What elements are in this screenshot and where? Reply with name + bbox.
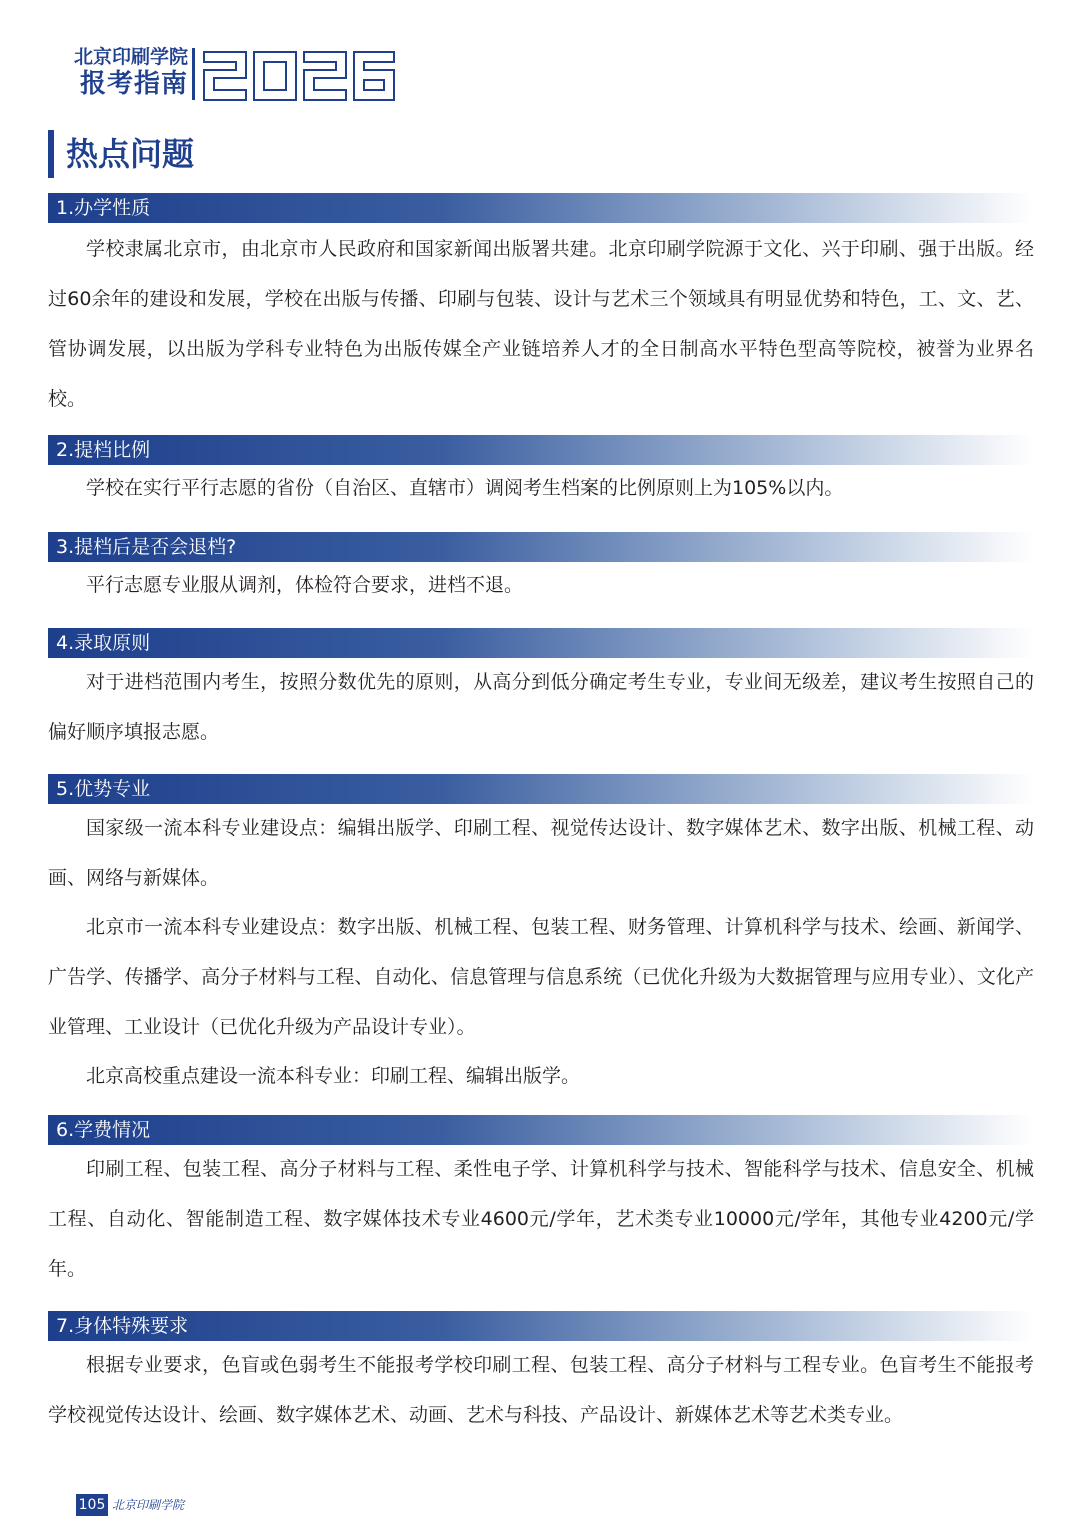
section-file-return: [48, 532, 1034, 610]
section-heading: 2.提档比例: [48, 435, 1034, 465]
section-heading: 7.身体特殊要求: [48, 1311, 1034, 1341]
section-paragraph: 学校隶属北京市，由北京市人民政府和国家新闻出版署共建。北京印刷学院源于文化、兴于印刷、强于出版。经过60余年的建设和发展，学校在出版与传播、印刷与包装、设计与艺术三个领域具有明显优势和特色，工、文、艺、管协调发展，以出版为学科专业特色为出版传媒全产业链培养人才的全日制高水平特色型高等院校，被誉为业界名校。: [48, 238, 1034, 410]
section-heading: 4.录取原则: [48, 628, 1034, 658]
page-number: 105: [76, 1494, 108, 1516]
section-heading: 5.优势专业: [48, 774, 1034, 804]
section-paragraph: 学校在实行平行志愿的省份（自治区、直辖市）调阅考生档案的比例原则上为105%以内。: [86, 477, 844, 499]
section-paragraph: 对于进档范围内考生，按照分数优先的原则，从高分到低分确定考生专业，专业间无级差，建议考生按照自己的偏好顺序填报志愿。: [48, 671, 1034, 743]
title-accent-bar: [48, 130, 54, 178]
page-title: 热点问题: [66, 135, 195, 173]
section-heading: 3.提档后是否会退档?: [48, 532, 1034, 562]
section-heading: 1.办学性质: [48, 193, 1034, 223]
section-paragraph: 根据专业要求，色盲或色弱考生不能报考学校印刷工程、包装工程、高分子材料与工程专业。色盲考生不能报考学校视觉传达设计、绘画、数字媒体艺术、动画、艺术与科技、产品设计、新媒体艺术等艺术类专业。: [48, 1354, 1034, 1426]
footer-school-signature: 北京印刷学院: [112, 1498, 185, 1512]
section-paragraph: 平行志愿专业服从调剂，体检符合要求，进档不退。: [86, 574, 524, 596]
school-name: 北京印刷学院: [73, 46, 188, 68]
section-paragraph: 北京高校重点建设一流本科专业：印刷工程、编辑出版学。: [86, 1065, 581, 1087]
school-brand: [68, 46, 188, 100]
section-paragraph: 印刷工程、包装工程、高分子材料与工程、柔性电子学、计算机科学与技术、智能科学与技术、信息安全、机械工程、自动化、智能制造工程、数字媒体技术专业4600元/学年，艺术类专业10000元/学年，其他专业4200元/学年。: [48, 1158, 1034, 1280]
section-paragraph: 北京市一流本科专业建设点：数字出版、机械工程、包装工程、财务管理、计算机科学与技术、绘画、新闻学、广告学、传播学、高分子材料与工程、自动化、信息管理与信息系统（已优化升级为大数据管理与应用专业）、文化产业管理、工业设计（已优化升级为产品设计专业）。: [48, 916, 1034, 1038]
section-heading: 6.学费情况: [48, 1115, 1034, 1145]
brand-divider: [192, 48, 195, 100]
section-physical-requirements: [48, 1311, 1034, 1440]
section-strong-majors: [48, 774, 1034, 1101]
guide-title: 报考指南: [79, 69, 188, 99]
section-file-ratio: [48, 435, 1034, 513]
section-paragraph: 国家级一流本科专业建设点：编辑出版学、印刷工程、视觉传达设计、数字媒体艺术、数字出版、机械工程、动画、网络与新媒体。: [48, 817, 1034, 889]
year-outline-logo: [202, 50, 396, 102]
section-tuition: [48, 1115, 1034, 1294]
section-school-nature: [48, 193, 1034, 424]
section-admission-principle: [48, 628, 1034, 757]
